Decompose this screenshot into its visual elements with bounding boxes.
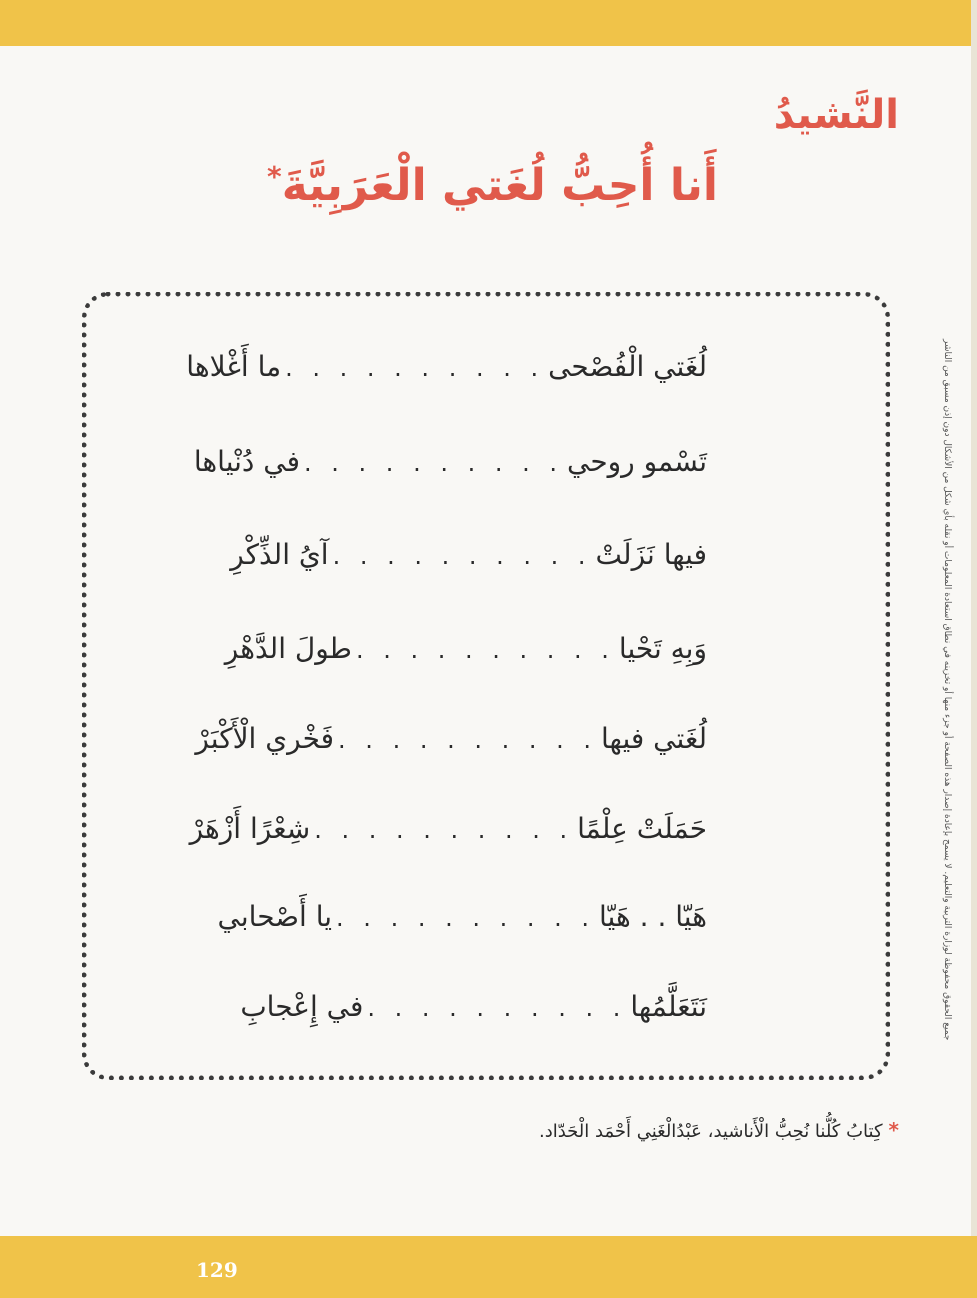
verse-second-half: آيُ الذِّكْرِ	[230, 538, 329, 571]
verse-separator-dots: . . . . . . . . . .	[314, 816, 574, 844]
verse-second-half: ما أَغْلاها	[186, 350, 282, 383]
verse-first-half: حَمَلَتْ عِلْمًا	[577, 812, 707, 845]
top-yellow-band	[0, 0, 977, 46]
verse-first-half: تَسْمو روحي	[566, 445, 707, 478]
verse-separator-dots: . . . . . . . . . .	[285, 354, 545, 382]
page-number: 129	[196, 1258, 238, 1282]
verse-second-half: فَخْري الْأَكْبَرْ	[195, 722, 335, 755]
verse-first-half: فيها نَزَلَتْ	[595, 538, 707, 571]
source-footnote	[539, 1118, 899, 1142]
verse-line	[186, 350, 707, 383]
verse-separator-dots: . . . . . . . . . .	[304, 449, 563, 477]
asterisk-icon: *	[267, 160, 282, 193]
verse-separator-dots: . . . . . . . . . .	[332, 542, 592, 570]
verse-separator-dots: . . . . . . . . . .	[338, 726, 597, 754]
verse-second-half: في دُنْياها	[193, 445, 301, 478]
verse-second-half: طولَ الدَّهْرِ	[224, 632, 352, 665]
verse-line	[230, 538, 707, 571]
verse-separator-dots: . . . . . . . . . .	[355, 636, 615, 664]
verse-second-half: شِعْرًا أَزْهَرْ	[189, 812, 311, 845]
verse-first-half: هَيّا . . هَيّا	[599, 900, 707, 933]
verse-line	[193, 445, 707, 478]
verse-line	[195, 722, 707, 755]
verse-first-half: لُغَتي فيها	[601, 722, 707, 755]
verse-line	[224, 632, 707, 665]
verse-line	[217, 900, 707, 933]
verse-line	[189, 812, 707, 845]
verse-separator-dots: . . . . . . . . . .	[336, 904, 595, 932]
verse-second-half: يا أَصْحابي	[217, 900, 333, 933]
asterisk-icon: *	[888, 1118, 899, 1142]
poem-title: أَنا أُحِبُّ لُغَتي الْعَرَبِيَّةَ	[281, 160, 718, 211]
verse-line	[240, 990, 707, 1023]
verse-second-half: في إِعْجابِ	[240, 990, 364, 1023]
verse-separator-dots: . . . . . . . . . .	[367, 994, 627, 1022]
section-label: النَّشيدُ	[773, 92, 899, 138]
poem-dotted-frame	[82, 292, 890, 1080]
poem-title-row	[0, 160, 977, 211]
copyright-side-note: جميع الحقوق محفوظة لوزارة التربية والتعليم. لا يسمح بإعادة إصدار هذه الصفحة أو جزء منها أو تخزينه في نطاق استعادة المعلومات أو نقله بأي شكل من الأشكال دون إذن مسبق من الناشر	[942, 338, 952, 1040]
bottom-yellow-band	[0, 1236, 977, 1298]
footnote-text: كِتابُ كُلُّنا نُحِبُّ الْأَناشيد، عَبْدُالْغَنِي أَحْمَد الْحَدّاد.	[538, 1121, 883, 1142]
verse-first-half: نَتَعَلَّمُها	[630, 990, 707, 1023]
verse-first-half: وَبِهِ تَحْيا	[618, 632, 707, 665]
verse-first-half: لُغَتي الْفُصْحى	[548, 350, 707, 383]
